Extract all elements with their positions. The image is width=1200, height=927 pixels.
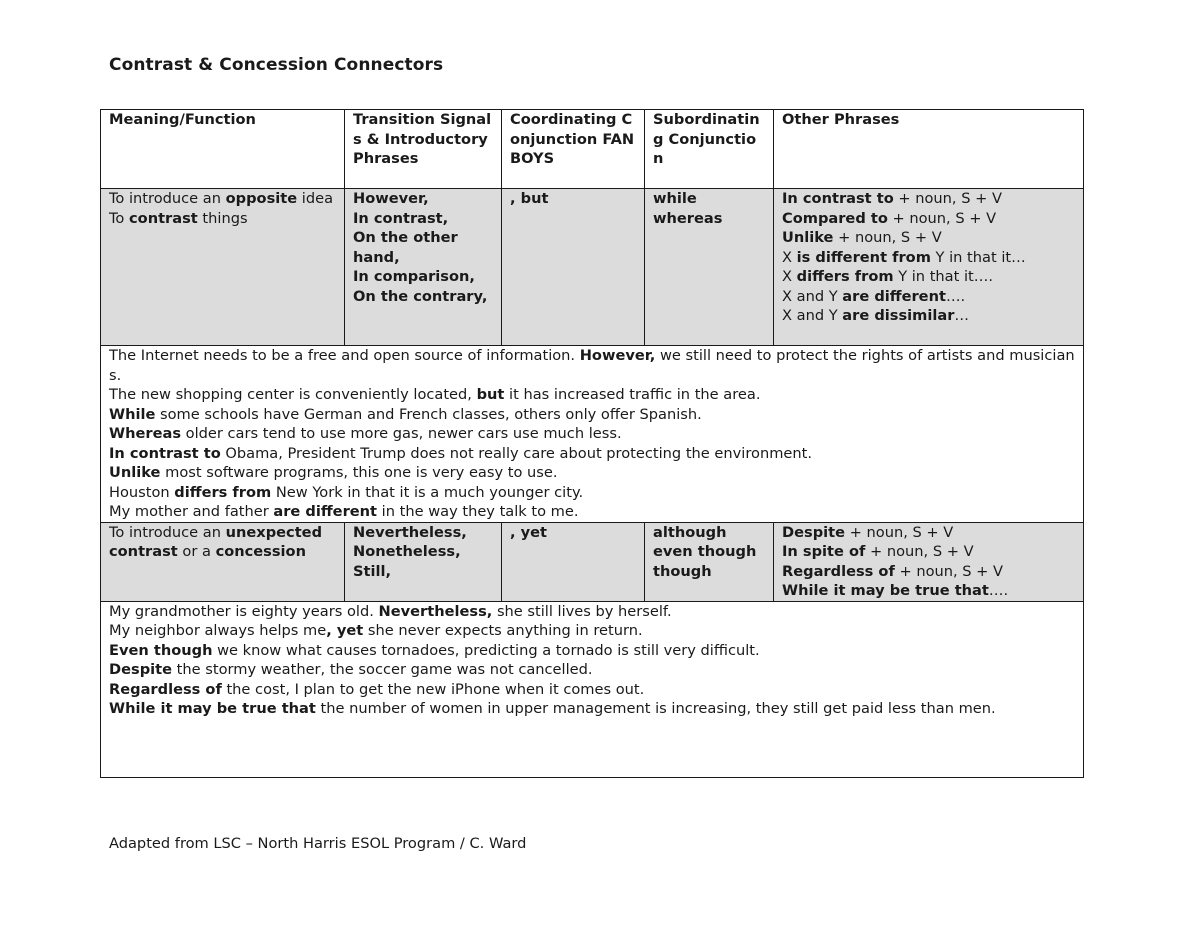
other-phrase: X and Y are dissimilar… xyxy=(782,307,969,324)
other-phrase: Despite + noun, S + V xyxy=(782,523,954,541)
contrast-examples-row xyxy=(101,346,1084,523)
concession-transitions-cell xyxy=(345,522,502,601)
meaning-keyword: unexpected contrast xyxy=(109,523,323,560)
meaning-keyword: contrast xyxy=(129,209,198,227)
subordinating-item: even though xyxy=(653,543,757,560)
meaning-text: idea xyxy=(297,190,334,207)
table-header-row xyxy=(101,110,1084,189)
meaning-keyword: concession xyxy=(215,543,306,560)
contrast-row xyxy=(101,189,1084,346)
header-coordinating: Coordinating Conjunction FANBOYS xyxy=(502,110,645,189)
transition-item: In comparison, xyxy=(353,268,475,285)
transition-item: On the other hand, xyxy=(353,229,458,266)
concession-subordinating-cell xyxy=(645,522,774,601)
transition-item: Nonetheless, xyxy=(353,543,461,560)
transition-item: Still, xyxy=(353,562,392,580)
contrast-examples-cell xyxy=(101,346,1084,523)
example-sentence: While some schools have German and French classes, others only offer Spanish. xyxy=(109,405,702,423)
concession-coordinating-cell xyxy=(502,522,645,601)
example-sentence: In contrast to Obama, President Trump does not really care about protecting the environment. xyxy=(109,444,812,462)
example-sentence: Despite the stormy weather, the soccer game was not cancelled. xyxy=(109,661,593,678)
transition-item: However, xyxy=(353,190,429,207)
contrast-meaning-cell xyxy=(101,189,345,346)
subordinating-item: though xyxy=(653,562,712,580)
meaning-text: To introduce an xyxy=(109,190,226,207)
footer-credit: Adapted from LSC – North Harris ESOL Program / C. Ward xyxy=(109,835,527,852)
meaning-text: things xyxy=(197,209,248,227)
connectors-table xyxy=(100,109,1084,778)
example-sentence: My grandmother is eighty years old. Nevertheless, she still lives by herself. xyxy=(109,602,672,620)
example-sentence: The Internet needs to be a free and open source of information. However, we still need to protect the rights of artists and musicians. xyxy=(109,347,1075,384)
subordinating-item: whereas xyxy=(653,209,723,227)
other-phrase: Regardless of + noun, S + V xyxy=(782,562,1004,580)
example-sentence: While it may be true that the number of women in upper management is increasing, they still get paid less than men. xyxy=(109,700,996,717)
document-title: Contrast & Concession Connectors xyxy=(109,55,444,75)
contrast-other-cell xyxy=(774,189,1084,346)
example-sentence: My neighbor always helps me, yet she never expects anything in return. xyxy=(109,622,643,639)
concession-examples-cell xyxy=(101,601,1084,777)
concession-other-cell xyxy=(774,522,1084,601)
example-sentence: My mother and father are different in the way they talk to me. xyxy=(109,503,579,520)
transition-item: On the contrary, xyxy=(353,287,488,305)
example-sentence: Even though we know what causes tornadoes, predicting a tornado is still very difficult. xyxy=(109,641,760,659)
other-phrase: In contrast to + noun, S + V xyxy=(782,190,1002,207)
concession-examples-row xyxy=(101,601,1084,777)
other-phrase: Unlike + noun, S + V xyxy=(782,229,942,246)
header-other: Other Phrases xyxy=(774,110,1084,189)
concession-meaning-cell xyxy=(101,522,345,601)
coordinating-item: , but xyxy=(510,190,549,207)
meaning-text: To introduce an xyxy=(109,523,226,541)
header-transition: Transition Signals & Introductory Phrases xyxy=(345,110,502,189)
header-subordinating: Subordinating Conjunction xyxy=(645,110,774,189)
other-phrase: In spite of + noun, S + V xyxy=(782,543,974,560)
other-phrase: X differs from Y in that it…. xyxy=(782,268,993,285)
transition-item: In contrast, xyxy=(353,209,449,227)
header-meaning: Meaning/Function xyxy=(101,110,345,189)
contrast-subordinating-cell xyxy=(645,189,774,346)
concession-row xyxy=(101,522,1084,601)
meaning-keyword: opposite xyxy=(225,190,298,207)
meaning-text: To xyxy=(109,209,130,227)
example-sentence: The new shopping center is conveniently located, but it has increased traffic in the area. xyxy=(109,386,761,403)
example-sentence: Whereas older cars tend to use more gas, newer cars use much less. xyxy=(109,425,622,442)
meaning-text: or a xyxy=(177,543,216,560)
coordinating-item: , yet xyxy=(510,523,548,541)
example-sentence: Regardless of the cost, I plan to get the new iPhone when it comes out. xyxy=(109,680,645,698)
contrast-transitions-cell xyxy=(345,189,502,346)
subordinating-item: while xyxy=(653,190,697,207)
example-sentence: Houston differs from New York in that it is a much younger city. xyxy=(109,483,584,501)
other-phrase: X is different from Y in that it… xyxy=(782,248,1026,266)
example-sentence: Unlike most software programs, this one is very easy to use. xyxy=(109,464,558,481)
other-phrase: While it may be true that…. xyxy=(782,582,1009,599)
other-phrase: X and Y are different…. xyxy=(782,287,966,305)
transition-item: Nevertheless, xyxy=(353,523,467,541)
contrast-coordinating-cell xyxy=(502,189,645,346)
subordinating-item: although xyxy=(653,523,727,541)
other-phrase: Compared to + noun, S + V xyxy=(782,209,997,227)
